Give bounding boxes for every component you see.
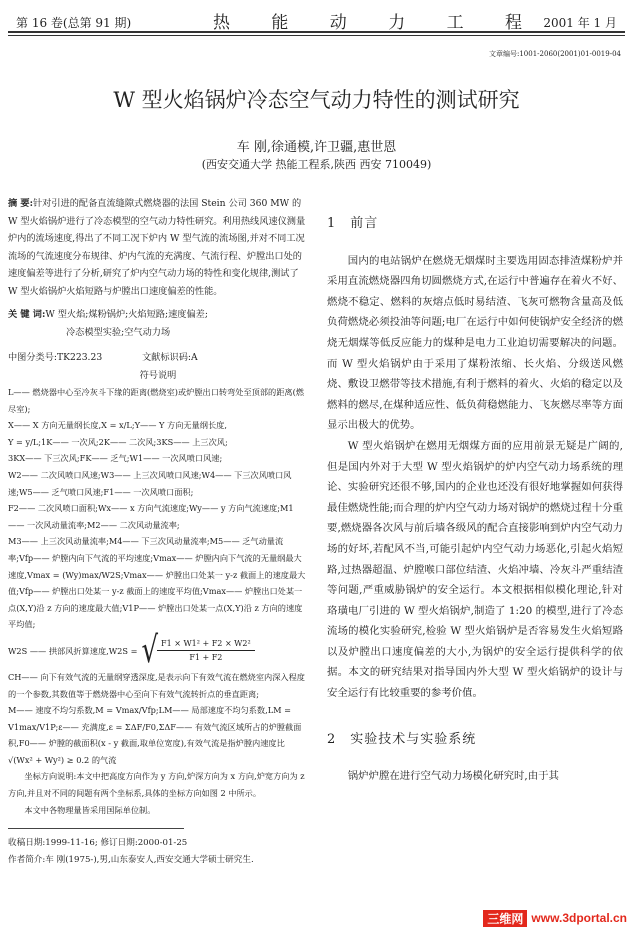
journal-name: 热 能 动 力 工 程 <box>213 13 541 33</box>
section-2-heading <box>327 730 623 751</box>
author-bio: 作者简介:车 刚(1975-),男,山东泰安人,西安交通大学硕士研究生. <box>8 855 254 866</box>
symbols-heading: 符号说明 <box>139 369 177 381</box>
keywords-line2: 冷态模型实验;空气动力场 <box>66 326 171 338</box>
nomenclature-item: X—— X 方向无量纲长度,X = x/L;Y—— Y 方向无量纲长度, <box>8 420 227 431</box>
class-number: 中图分类号:TK223.23 <box>8 352 103 363</box>
author-list: 车 刚,徐通模,许卫疆,惠世恩 <box>236 140 397 155</box>
intro-paragraph-1: 国内的电站锅炉在燃烧无烟煤时主要选用固态排渣煤粉炉并采用直流燃烧器四角切圆燃烧方式,在运行中普遍存在着火不好、燃烧不稳定、燃料的灰熔点低时易结渣、飞灰可燃物含量高及低负荷燃烧必须投油等问题;电厂在运行中如何使锅炉安全经济的燃烧无烟煤等低反应能力的煤种是电力工业迫切需要解决的问题。而 W 型火焰锅炉由于采用了煤粉浓缩、长火焰、分级送风燃烧、敷设卫燃带等技术措施,有利于燃料的着火、火焰的稳定以及燃料的燃尽,在煤种适应性、低负荷稳燃能力、飞灰燃尽率等方面显示出极大的优势。 <box>327 254 623 432</box>
w2s-formula <box>8 629 308 672</box>
received-date: 收稿日期:1999-11-16; 修订日期:2000-01-25 <box>8 838 188 849</box>
issue-date: 2001 年 1 月 <box>543 16 617 30</box>
nomenclature-item: 3KX—— 下三次风;FK—— 乏气;W1—— 一次风喷口风速; <box>8 453 223 464</box>
nomenclature-item: W2—— 二次风喷口风速;W3—— 上三次风喷口风速;W4—— 下三次风喷口风速;W5—— 乏气喷口风速;F1—— 一次风喷口面积; <box>8 469 292 497</box>
section-1-title: 前言 <box>350 216 379 231</box>
section-1-heading <box>327 214 623 235</box>
paper-title: W 型火焰锅炉冷态空气动力特性的测试研究 <box>113 88 520 112</box>
keywords-line1: W 型火焰;煤粉锅炉;火焰短路;速度偏差; <box>45 309 208 320</box>
nomenclature-item: F2—— 二次风喷口面积;Wx—— x 方向气流速度;Wy—— y 方向气流速度;M1—— 一次风动量流率;M2—— 二次风动量流率; <box>8 503 294 530</box>
abstract <box>8 195 308 300</box>
header-rule-thick <box>8 31 625 33</box>
units-note: 本文中各物理量皆采用国际单位制。 <box>24 804 156 815</box>
nomenclature-item: CH—— 向下有效气流的无量纲穿透深度,是表示向下有效气流在燃烧室内深入程度的一个参数,其数值等于燃烧器中心至向下有效气流转折点的垂直距离; <box>8 671 305 699</box>
fraction-denominator: F1 + F2 <box>189 653 223 663</box>
section-1-number: 1 <box>327 216 337 231</box>
footnotes <box>8 835 308 869</box>
nomenclature-item: L—— 燃烧器中心至冷灰斗下缘的距离(燃烧室)或炉膛出口转弯处至顶部的距离(燃尽室); <box>8 387 304 414</box>
article-number: 文章编号:1001-2060(2001)01-0019-04 <box>489 50 621 58</box>
classification <box>8 349 308 367</box>
nomenclature <box>8 384 308 818</box>
running-header <box>8 4 625 33</box>
section-2-title: 实验技术与实验系统 <box>350 731 477 747</box>
left-column <box>8 195 308 869</box>
affiliation: (西安交通大学 热能工程系,陕西 西安 710049) <box>201 158 432 171</box>
watermark-url: www.3dportal.cn <box>531 911 627 925</box>
right-column <box>327 214 623 787</box>
abstract-label: 摘 要: <box>8 198 33 209</box>
watermark <box>483 909 627 927</box>
intro-paragraph-2: W 型火焰锅炉在燃用无烟煤方面的应用前景无疑是广阔的,但是国内外对于大型 W 型火焰锅炉的炉内空气动力场系统的理论、实验研究还很不够,国内的企业也还没有很好地掌握如何获得最佳燃烧性能;而合理的炉内空气动力场对锅炉的燃烧过程十分重要,燃烧器各次风与前后墙各级风的配合直接影响到炉内空气动力场的好坏,若配风不当,可能引起炉内空气动力场恶化,引起火焰短路,过热器超温、炉膛喉口部位结渣、火焰冲墙、冷灰斗严重结渣等问题,严重威胁锅炉的安全运行。本文根据相似模化理论,针对珞璜电厂引进的 W 型火焰锅炉,制造了 1:20 的模型,进行了冷态流场的模化实验研究,检验 W 型火焰锅炉是否容易发生火焰短路以及炉膛出口速度偏差的大小,为锅炉的安全运行提供科学的依据。本文的研究结果对指导国内外大型 W 型火焰锅炉的设计与安全运行有比较重要的参考价值。 <box>327 439 623 700</box>
nomenclature-item: Y = y/L;1K—— 一次风;2K—— 二次风;3KS—— 上三次风; <box>8 436 228 447</box>
radical-sign: √ <box>141 629 159 672</box>
section-2-number: 2 <box>327 731 337 747</box>
nomenclature-item: M—— 速度不均匀系数,M = Vmax/Vfp;LM—— 局部速度不均匀系数,LM = V1max/V1P;ε—— 充满度,ε = ΣΔF/F0,ΣΔF—— 有效气流区域所占的炉膛截面积,F0—— 炉膛的截面积(x - y 截面,取单位宽度),有效气流是指炉膛内速度比 √(Wx² + Wy²) ≥ 0.2 的气流 <box>8 705 302 765</box>
nomenclature-item: M3—— 上三次风动量流率;M4—— 下三次风动量流率;M5—— 乏气动量流率;Vfp—— 炉膛内向下气流的平均速度;Vmax—— 炉膛内向下气流的无量纲最大速度,Vmax = (Wy)max/W2S;Vmax—— 炉膛出口处某一 y-z 截面上的速度最大值;Vfp—— 炉膛出口处某一 y-z 截面上的速度平均值;Vmax—— 炉膛出口处某一点(X,Y)沿 z 方向的速度最大值;V1P—— 炉膛出口处某一点(X,Y)沿 z 方向的速度平均值; <box>8 536 306 630</box>
document-code: 文献标识码:A <box>142 352 198 363</box>
keywords <box>8 306 308 341</box>
coordinate-note: 坐标方向说明:本文中把高度方向作为 y 方向,炉深方向为 x 方向,炉宽方向为 z 方向,并且对不同的间题有两个坐标系,具体的坐标方向如图 2 中所示。 <box>8 771 305 799</box>
square-root <box>141 629 254 672</box>
watermark-cn: 三维网 <box>483 910 527 927</box>
keywords-label: 关 键 词: <box>8 309 46 320</box>
abstract-text: 针对引进的配备直流缝隙式燃烧器的法国 Stein 公司 360 MW 的 W 型火焰锅炉进行了冷态模型的空气动力特性研究。利用热线风速仪测量炉内的流场速度,得出了不同工况下炉内 W 型气流的流场图,并对不同工况流场的气流速度分布规律、炉内气流的充满度、气流行程、炉膛出口处的速度偏差等进行了分析,研究了炉内空气动力场的特性和变化规律,测试了 W 型火焰锅炉火焰短路与炉膛出口速度偏差的性能。 <box>8 198 306 297</box>
footnote-rule <box>8 828 184 829</box>
w2s-label: W2S —— 拱部风折算速度,W2S = <box>8 645 138 656</box>
header-rule-thin <box>8 35 625 36</box>
fraction-numerator: F1 × W1² + F2 × W2² <box>157 637 255 651</box>
volume-info: 第 16 卷(总第 91 期) <box>16 16 132 30</box>
section-2-paragraph: 锅炉炉膛在进行空气动力场模化研究时,由于其 <box>347 770 559 783</box>
fraction <box>157 637 255 664</box>
